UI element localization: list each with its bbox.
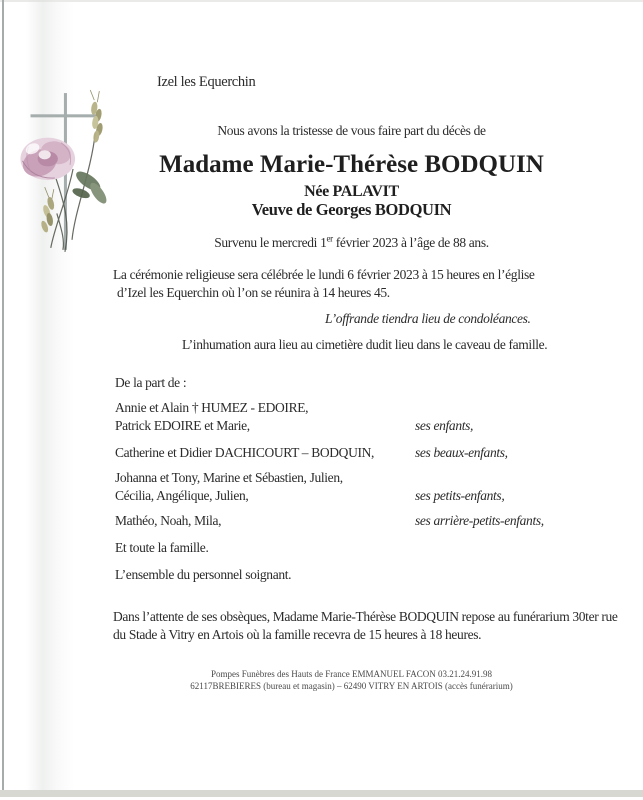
family-names xyxy=(115,469,613,504)
care-staff-line: L’ensemble du personnel soignant. xyxy=(115,567,292,582)
relation-label: ses arrière-petits-enfants, xyxy=(415,513,544,528)
page-edge-top xyxy=(0,0,643,2)
burial-line: L’inhumation aura lieu au cimetière dudit lieu dans le caveau de famille. xyxy=(182,337,548,352)
family-name-line: Catherine et Didier DACHICOURT – BODQUIN, xyxy=(115,445,375,460)
widow-line: Veuve de Georges BODQUIN xyxy=(251,200,452,219)
announcement-intro: Nous avons la tristesse de vous faire part du décès de xyxy=(217,123,486,138)
ceremony-paragraph xyxy=(113,266,613,301)
family-names xyxy=(115,444,613,462)
family-close-line: Et toute la famille. xyxy=(115,540,209,555)
relation-label: ses beaux-enfants, xyxy=(415,445,508,460)
family-name-line: Johanna et Tony, Marine et Sébastien, Julien, xyxy=(115,470,343,485)
family-row-grandchildren xyxy=(115,469,613,504)
family-row-children xyxy=(115,399,613,434)
death-date-line xyxy=(100,234,603,252)
commune-name: Izel les Equerchin xyxy=(157,74,256,90)
family-names xyxy=(115,399,613,434)
ceremony-line-1: La cérémonie religieuse sera célébrée le lundi 6 février 2023 à 15 heures en l’église xyxy=(113,267,535,282)
repose-line-2: du Stade à Vitry en Artois où la famille recevra de 15 heures à 18 heures. xyxy=(113,626,482,642)
family-name-line: Cécilia, Angélique, Julien, xyxy=(115,487,249,503)
funeral-home-footer xyxy=(100,669,603,692)
offering-line: L’offrande tiendra lieu de condoléances. xyxy=(325,311,531,326)
relation-label: ses enfants, xyxy=(415,417,474,433)
page-edge-bottom xyxy=(0,790,643,797)
family-name-line: Annie et Alain † HUMEZ - EDOIRE, xyxy=(115,400,309,415)
ceremony-line-2: d’Izel les Equerchin où l’on se réunira à 14 heures 45. xyxy=(117,284,390,300)
deceased-name: Madame Marie-Thérèse BODQUIN xyxy=(159,151,544,178)
death-date-suffix: février 2023 à l’âge de 88 ans. xyxy=(332,235,489,250)
from-label: De la part de : xyxy=(115,375,187,390)
family-row-great-grandchildren xyxy=(115,512,613,530)
funeral-home-line-2: 62117BREBIERES (bureau et magasin) – 62490 VITRY EN ARTOIS (accès funérarium) xyxy=(190,680,513,691)
funeral-home-line-1: Pompes Funèbres des Hauts de France EMMANUEL FACON 03.21.24.91.98 xyxy=(211,669,492,679)
page-edge-left xyxy=(2,0,4,792)
maiden-name: Née PALAVIT xyxy=(304,183,399,200)
relation-label: ses petits-enfants, xyxy=(415,487,505,503)
repose-paragraph xyxy=(113,608,623,643)
family-name-line: Mathéo, Noah, Mila, xyxy=(115,513,222,528)
ordinal-superscript: er xyxy=(326,233,333,244)
family-name-line: Patrick EDOIRE et Marie, xyxy=(115,417,250,433)
repose-line-1: Dans l’attente de ses obsèques, Madame Marie-Thérèse BODQUIN repose au funérarium 30ter rue xyxy=(113,609,618,624)
death-date-prefix: Survenu le mercredi 1 xyxy=(214,235,327,250)
family-row-children-in-law xyxy=(115,444,613,462)
wheat-lower xyxy=(40,187,55,233)
